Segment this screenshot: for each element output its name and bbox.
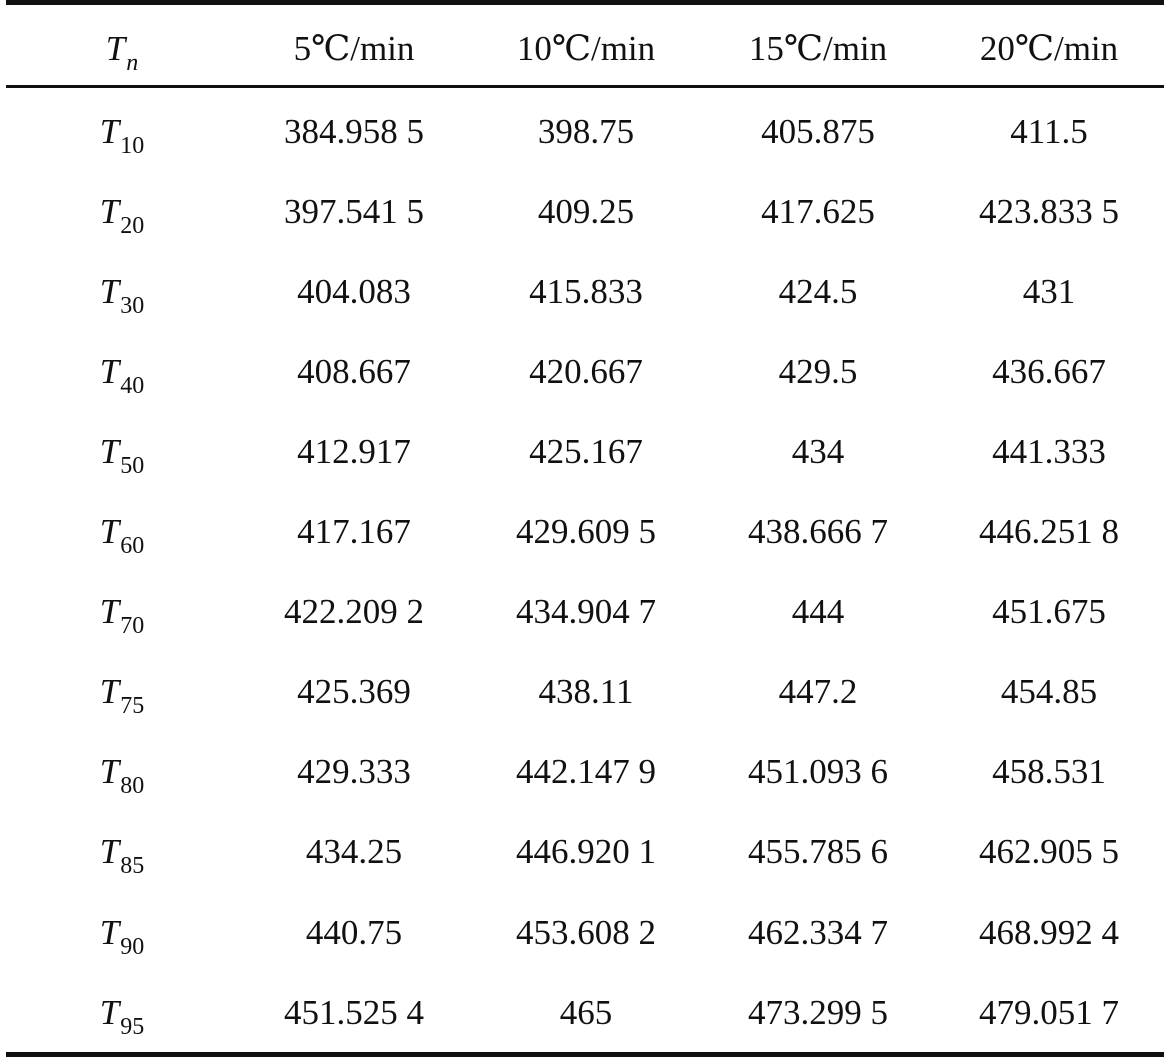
header-label-main: T [105, 28, 126, 68]
header-label-sub: n [126, 49, 139, 76]
table-cell: 409.25 [537, 191, 635, 231]
table-cell: 447.2 [778, 672, 858, 712]
table-cell: 429.333 [297, 752, 411, 792]
table-cell: 429.5 [778, 351, 858, 391]
row-label [6, 592, 238, 640]
table-cell: 420.667 [529, 351, 643, 391]
row-label [6, 992, 238, 1040]
table-cell: 429.609 5 [516, 512, 656, 551]
row-label [6, 752, 238, 800]
row-label-sub: 60 [120, 533, 145, 559]
table-row [6, 892, 1164, 972]
row-label-main: T [99, 512, 120, 551]
table-cell: 425.369 [297, 672, 411, 712]
row-label [6, 912, 238, 960]
table-row [6, 331, 1164, 411]
table-cell: 446.251 8 [979, 512, 1119, 551]
row-label-sub: 70 [120, 613, 145, 640]
table-cell: 465 [559, 992, 613, 1032]
row-label-sub: 50 [120, 452, 145, 479]
table-row [6, 812, 1164, 892]
table-row [6, 411, 1164, 491]
table-cell: 422.209 2 [284, 592, 424, 632]
row-label-sub: 85 [120, 853, 145, 880]
row-label-sub: 90 [120, 933, 145, 960]
table-row [6, 91, 1164, 171]
table-row [6, 732, 1164, 812]
table-cell: 434.25 [305, 832, 403, 872]
row-label-main: T [99, 752, 120, 792]
row-label [6, 672, 238, 720]
table-cell: 442.147 9 [516, 752, 656, 792]
table-cell: 411.5 [1010, 111, 1088, 151]
table-row [6, 492, 1164, 572]
header-col-2: 10℃/min [516, 28, 656, 68]
table-cell: 425.167 [529, 431, 643, 471]
table-cell: 417.625 [761, 191, 875, 231]
row-label-sub: 75 [120, 693, 145, 720]
table-cell: 384.958 5 [284, 111, 424, 151]
row-label [6, 351, 238, 399]
header-rule [6, 85, 1164, 88]
table-row [6, 972, 1164, 1052]
table-cell: 412.917 [297, 431, 411, 471]
row-label [6, 512, 238, 559]
row-label [6, 832, 238, 880]
table-cell: 434.904 7 [516, 592, 656, 632]
table-cell: 438.666 7 [748, 512, 888, 551]
row-label-main: T [99, 351, 120, 391]
table-cell: 434 [791, 431, 845, 471]
table-cell: 453.608 2 [516, 912, 656, 952]
header-col-4: 20℃/min [979, 28, 1119, 68]
table-cell: 431 [1022, 271, 1076, 311]
row-label [6, 271, 238, 319]
top-rule [6, 0, 1164, 5]
table-cell: 436.667 [992, 351, 1106, 391]
table-cell: 473.299 5 [748, 992, 888, 1032]
table-cell: 455.785 6 [748, 832, 888, 872]
row-label-main: T [99, 672, 120, 712]
table-cell: 438.11 [538, 672, 634, 712]
row-label-sub: 10 [120, 132, 145, 159]
row-label-sub: 40 [120, 372, 145, 399]
table-cell: 451.525 4 [284, 992, 424, 1032]
table-cell: 415.833 [529, 271, 643, 311]
table-cell: 440.75 [305, 912, 403, 952]
row-label-main: T [99, 111, 120, 151]
row-label-main: T [99, 592, 120, 632]
table-cell: 454.85 [1000, 672, 1098, 712]
header-label [6, 28, 238, 76]
row-label-main: T [99, 912, 120, 952]
table-cell: 397.541 5 [284, 191, 424, 231]
bottom-rule [6, 1052, 1164, 1057]
row-label-main: T [99, 191, 120, 231]
table-cell: 446.920 1 [516, 832, 656, 872]
header-row [6, 8, 1164, 88]
row-label-sub: 80 [120, 773, 145, 800]
table-cell: 451.093 6 [748, 752, 888, 792]
table-cell: 405.875 [761, 111, 875, 151]
table-row [6, 171, 1164, 251]
table-cell: 451.675 [992, 592, 1106, 632]
table-cell: 417.167 [297, 512, 411, 551]
table-cell: 441.333 [992, 431, 1106, 471]
table-cell: 462.334 7 [748, 912, 888, 952]
table-row [6, 572, 1164, 652]
row-label [6, 431, 238, 479]
table-cell: 444 [791, 592, 845, 632]
table-cell: 398.75 [537, 111, 635, 151]
table-cell: 404.083 [297, 271, 411, 311]
header-col-3: 15℃/min [748, 28, 888, 68]
row-label-main: T [99, 992, 120, 1032]
row-label-main: T [99, 271, 120, 311]
table-cell: 424.5 [778, 271, 858, 311]
table-cell: 408.667 [297, 351, 411, 391]
header-col-1: 5℃/min [293, 28, 415, 68]
table-cell: 468.992 4 [979, 912, 1119, 952]
table-cell: 423.833 5 [979, 191, 1119, 231]
table-cell: 462.905 5 [979, 832, 1119, 872]
row-label [6, 111, 238, 159]
row-label-sub: 95 [120, 1013, 145, 1040]
row-label-main: T [99, 832, 120, 872]
row-label-main: T [99, 431, 120, 471]
table-row [6, 251, 1164, 331]
table-cell: 458.531 [992, 752, 1106, 792]
row-label-sub: 20 [120, 212, 145, 239]
row-label-sub: 30 [120, 292, 145, 319]
row-label [6, 191, 238, 239]
table-cell: 479.051 7 [979, 992, 1119, 1032]
table-row [6, 652, 1164, 732]
